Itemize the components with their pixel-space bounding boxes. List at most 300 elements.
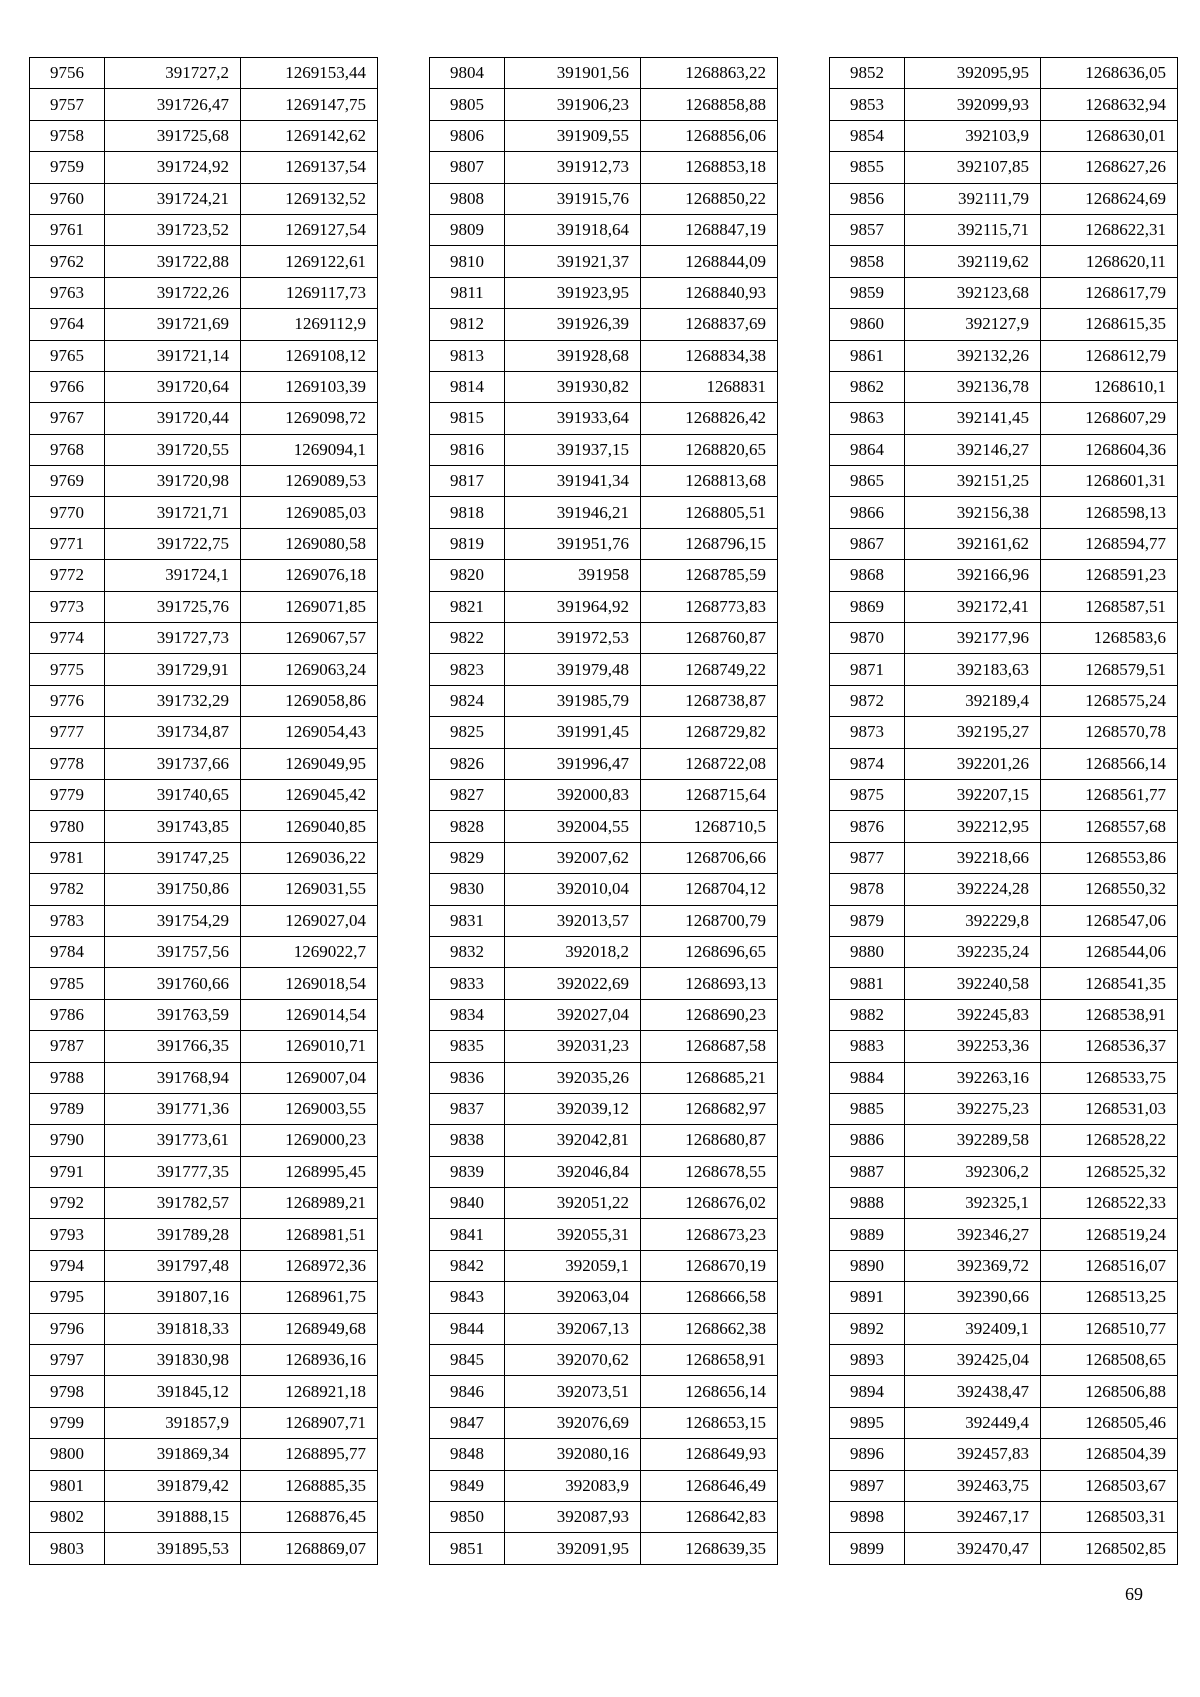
point-number-cell: 9897 <box>830 1470 905 1501</box>
table-row <box>30 497 378 528</box>
table-row <box>30 717 378 748</box>
x-coordinate-cell: 392027,04 <box>505 999 641 1030</box>
y-coordinate-cell: 1268658,91 <box>641 1345 778 1376</box>
table-row <box>430 874 778 905</box>
table-row <box>830 905 1178 936</box>
y-coordinate-cell: 1268649,93 <box>641 1439 778 1470</box>
point-number-cell: 9797 <box>30 1345 105 1376</box>
table-row <box>430 1345 778 1376</box>
table-row <box>430 1156 778 1187</box>
x-coordinate-cell: 391757,56 <box>105 936 241 967</box>
x-coordinate-cell: 391797,48 <box>105 1250 241 1281</box>
x-coordinate-cell: 392275,23 <box>905 1093 1041 1124</box>
page-number: 69 <box>1125 1584 1143 1604</box>
y-coordinate-cell: 1268506,88 <box>1041 1376 1178 1407</box>
x-coordinate-cell: 392212,95 <box>905 811 1041 842</box>
point-number-cell: 9884 <box>830 1062 905 1093</box>
point-number-cell: 9768 <box>30 434 105 465</box>
point-number-cell: 9765 <box>30 340 105 371</box>
point-number-cell: 9833 <box>430 968 505 999</box>
x-coordinate-cell: 391720,64 <box>105 371 241 402</box>
point-number-cell: 9792 <box>30 1188 105 1219</box>
x-coordinate-cell: 391941,34 <box>505 466 641 497</box>
point-number-cell: 9891 <box>830 1282 905 1313</box>
point-number-cell: 9876 <box>830 811 905 842</box>
table-row <box>30 1501 378 1532</box>
y-coordinate-cell: 1269000,23 <box>241 1125 378 1156</box>
y-coordinate-cell: 1268676,02 <box>641 1188 778 1219</box>
y-coordinate-cell: 1268583,6 <box>1041 623 1178 654</box>
table-row <box>830 1345 1178 1376</box>
x-coordinate-cell: 391933,64 <box>505 403 641 434</box>
x-coordinate-cell: 392000,83 <box>505 779 641 810</box>
x-coordinate-cell: 391869,34 <box>105 1439 241 1470</box>
point-number-cell: 9800 <box>30 1439 105 1470</box>
y-coordinate-cell: 1268936,16 <box>241 1345 378 1376</box>
point-number-cell: 9783 <box>30 905 105 936</box>
y-coordinate-cell: 1269147,75 <box>241 89 378 120</box>
table-row <box>30 120 378 151</box>
x-coordinate-cell: 392463,75 <box>905 1470 1041 1501</box>
table-row <box>430 1439 778 1470</box>
table-row <box>430 1219 778 1250</box>
y-coordinate-cell: 1268773,83 <box>641 591 778 622</box>
table-row <box>830 1062 1178 1093</box>
table-row <box>30 246 378 277</box>
table-row <box>830 811 1178 842</box>
x-coordinate-cell: 392018,2 <box>505 936 641 967</box>
x-coordinate-cell: 391996,47 <box>505 748 641 779</box>
table-row <box>830 1156 1178 1187</box>
y-coordinate-cell: 1268722,08 <box>641 748 778 779</box>
point-number-cell: 9893 <box>830 1345 905 1376</box>
y-coordinate-cell: 1269103,39 <box>241 371 378 402</box>
table-row <box>430 528 778 559</box>
table-row <box>830 685 1178 716</box>
y-coordinate-cell: 1269063,24 <box>241 654 378 685</box>
y-coordinate-cell: 1268656,14 <box>641 1376 778 1407</box>
y-coordinate-cell: 1268538,91 <box>1041 999 1178 1030</box>
table-row <box>30 874 378 905</box>
table-row <box>830 779 1178 810</box>
point-number-cell: 9845 <box>430 1345 505 1376</box>
y-coordinate-cell: 1268525,32 <box>1041 1156 1178 1187</box>
table-row <box>30 1439 378 1470</box>
x-coordinate-cell: 391732,29 <box>105 685 241 716</box>
y-coordinate-cell: 1268749,22 <box>641 654 778 685</box>
point-number-cell: 9801 <box>30 1470 105 1501</box>
point-number-cell: 9869 <box>830 591 905 622</box>
x-coordinate-cell: 392141,45 <box>905 403 1041 434</box>
x-coordinate-cell: 392013,57 <box>505 905 641 936</box>
y-coordinate-cell: 1268541,35 <box>1041 968 1178 999</box>
x-coordinate-cell: 391901,56 <box>505 58 641 89</box>
x-coordinate-cell: 392438,47 <box>905 1376 1041 1407</box>
point-number-cell: 9853 <box>830 89 905 120</box>
point-number-cell: 9816 <box>430 434 505 465</box>
y-coordinate-cell: 1268510,77 <box>1041 1313 1178 1344</box>
table-row <box>430 214 778 245</box>
point-number-cell: 9813 <box>430 340 505 371</box>
point-number-cell: 9776 <box>30 685 105 716</box>
x-coordinate-cell: 391895,53 <box>105 1533 241 1564</box>
point-number-cell: 9856 <box>830 183 905 214</box>
table-row <box>830 623 1178 654</box>
y-coordinate-cell: 1269007,04 <box>241 1062 378 1093</box>
y-coordinate-cell: 1268632,94 <box>1041 89 1178 120</box>
y-coordinate-cell: 1268826,42 <box>641 403 778 434</box>
point-number-cell: 9775 <box>30 654 105 685</box>
y-coordinate-cell: 1268869,07 <box>241 1533 378 1564</box>
y-coordinate-cell: 1268528,22 <box>1041 1125 1178 1156</box>
coordinate-table-3 <box>829 57 1178 1565</box>
x-coordinate-cell: 392007,62 <box>505 842 641 873</box>
x-coordinate-cell: 392189,4 <box>905 685 1041 716</box>
x-coordinate-cell: 391727,2 <box>105 58 241 89</box>
point-number-cell: 9807 <box>430 152 505 183</box>
y-coordinate-cell: 1268760,87 <box>641 623 778 654</box>
point-number-cell: 9896 <box>830 1439 905 1470</box>
x-coordinate-cell: 391724,21 <box>105 183 241 214</box>
point-number-cell: 9798 <box>30 1376 105 1407</box>
y-coordinate-cell: 1268673,23 <box>641 1219 778 1250</box>
y-coordinate-cell: 1268620,11 <box>1041 246 1178 277</box>
x-coordinate-cell: 392063,04 <box>505 1282 641 1313</box>
y-coordinate-cell: 1268895,77 <box>241 1439 378 1470</box>
table-row <box>30 309 378 340</box>
x-coordinate-cell: 392004,55 <box>505 811 641 842</box>
table-row <box>830 968 1178 999</box>
y-coordinate-cell: 1268715,64 <box>641 779 778 810</box>
y-coordinate-cell: 1268678,55 <box>641 1156 778 1187</box>
point-number-cell: 9881 <box>830 968 905 999</box>
point-number-cell: 9826 <box>430 748 505 779</box>
x-coordinate-cell: 391721,71 <box>105 497 241 528</box>
y-coordinate-cell: 1268594,77 <box>1041 528 1178 559</box>
y-coordinate-cell: 1269132,52 <box>241 183 378 214</box>
x-coordinate-cell: 391766,35 <box>105 1031 241 1062</box>
x-coordinate-cell: 391777,35 <box>105 1156 241 1187</box>
y-coordinate-cell: 1268693,13 <box>641 968 778 999</box>
point-number-cell: 9835 <box>430 1031 505 1062</box>
point-number-cell: 9761 <box>30 214 105 245</box>
table-row <box>830 999 1178 1030</box>
y-coordinate-cell: 1268639,35 <box>641 1533 778 1564</box>
y-coordinate-cell: 1268522,33 <box>1041 1188 1178 1219</box>
table-row <box>30 842 378 873</box>
table-row <box>430 1250 778 1281</box>
point-number-cell: 9852 <box>830 58 905 89</box>
x-coordinate-cell: 391721,69 <box>105 309 241 340</box>
point-number-cell: 9814 <box>430 371 505 402</box>
point-number-cell: 9781 <box>30 842 105 873</box>
x-coordinate-cell: 392055,31 <box>505 1219 641 1250</box>
point-number-cell: 9806 <box>430 120 505 151</box>
point-number-cell: 9790 <box>30 1125 105 1156</box>
x-coordinate-cell: 391958 <box>505 560 641 591</box>
x-coordinate-cell: 392306,2 <box>905 1156 1041 1187</box>
point-number-cell: 9809 <box>430 214 505 245</box>
point-number-cell: 9780 <box>30 811 105 842</box>
table-row <box>830 874 1178 905</box>
table-row <box>830 277 1178 308</box>
table-row <box>430 842 778 873</box>
table-row <box>830 120 1178 151</box>
table-row <box>430 466 778 497</box>
x-coordinate-cell: 392070,62 <box>505 1345 641 1376</box>
y-coordinate-cell: 1268615,35 <box>1041 309 1178 340</box>
table-row <box>830 842 1178 873</box>
table-row <box>430 1282 778 1313</box>
point-number-cell: 9804 <box>430 58 505 89</box>
point-number-cell: 9762 <box>30 246 105 277</box>
x-coordinate-cell: 392107,85 <box>905 152 1041 183</box>
x-coordinate-cell: 391818,33 <box>105 1313 241 1344</box>
y-coordinate-cell: 1269027,04 <box>241 905 378 936</box>
point-number-cell: 9862 <box>830 371 905 402</box>
table-row <box>430 591 778 622</box>
point-number-cell: 9784 <box>30 936 105 967</box>
y-coordinate-cell: 1268627,26 <box>1041 152 1178 183</box>
y-coordinate-cell: 1268570,78 <box>1041 717 1178 748</box>
table-row <box>30 1345 378 1376</box>
point-number-cell: 9841 <box>430 1219 505 1250</box>
table-row <box>30 1093 378 1124</box>
table-row <box>30 1031 378 1062</box>
x-coordinate-cell: 392010,04 <box>505 874 641 905</box>
x-coordinate-cell: 391754,29 <box>105 905 241 936</box>
y-coordinate-cell: 1268907,71 <box>241 1407 378 1438</box>
point-number-cell: 9824 <box>430 685 505 716</box>
point-number-cell: 9872 <box>830 685 905 716</box>
y-coordinate-cell: 1268738,87 <box>641 685 778 716</box>
point-number-cell: 9821 <box>430 591 505 622</box>
y-coordinate-cell: 1268696,65 <box>641 936 778 967</box>
y-coordinate-cell: 1268856,06 <box>641 120 778 151</box>
point-number-cell: 9890 <box>830 1250 905 1281</box>
point-number-cell: 9866 <box>830 497 905 528</box>
point-number-cell: 9836 <box>430 1062 505 1093</box>
x-coordinate-cell: 391912,73 <box>505 152 641 183</box>
table-row <box>830 1125 1178 1156</box>
y-coordinate-cell: 1268921,18 <box>241 1376 378 1407</box>
point-number-cell: 9793 <box>30 1219 105 1250</box>
table-row <box>430 58 778 89</box>
point-number-cell: 9802 <box>30 1501 105 1532</box>
table-row <box>430 560 778 591</box>
x-coordinate-cell: 392127,9 <box>905 309 1041 340</box>
table-row <box>430 1125 778 1156</box>
x-coordinate-cell: 391721,14 <box>105 340 241 371</box>
table-row <box>30 1313 378 1344</box>
table-row <box>830 183 1178 214</box>
y-coordinate-cell: 1268844,09 <box>641 246 778 277</box>
point-number-cell: 9849 <box>430 1470 505 1501</box>
point-number-cell: 9858 <box>830 246 905 277</box>
x-coordinate-cell: 392119,62 <box>905 246 1041 277</box>
point-number-cell: 9887 <box>830 1156 905 1187</box>
table-row <box>30 1156 378 1187</box>
y-coordinate-cell: 1269071,85 <box>241 591 378 622</box>
table-row <box>30 183 378 214</box>
table-row <box>430 371 778 402</box>
point-number-cell: 9842 <box>430 1250 505 1281</box>
point-number-cell: 9873 <box>830 717 905 748</box>
x-coordinate-cell: 391771,36 <box>105 1093 241 1124</box>
table-row <box>430 1407 778 1438</box>
point-number-cell: 9796 <box>30 1313 105 1344</box>
table-row <box>430 1031 778 1062</box>
x-coordinate-cell: 392156,38 <box>905 497 1041 528</box>
y-coordinate-cell: 1268690,23 <box>641 999 778 1030</box>
x-coordinate-cell: 391722,88 <box>105 246 241 277</box>
x-coordinate-cell: 391768,94 <box>105 1062 241 1093</box>
point-number-cell: 9880 <box>830 936 905 967</box>
point-number-cell: 9834 <box>430 999 505 1030</box>
point-number-cell: 9851 <box>430 1533 505 1564</box>
point-number-cell: 9863 <box>830 403 905 434</box>
x-coordinate-cell: 392115,71 <box>905 214 1041 245</box>
x-coordinate-cell: 391906,23 <box>505 89 641 120</box>
point-number-cell: 9815 <box>430 403 505 434</box>
point-number-cell: 9795 <box>30 1282 105 1313</box>
table-row <box>430 183 778 214</box>
y-coordinate-cell: 1269031,55 <box>241 874 378 905</box>
table-row <box>830 717 1178 748</box>
table-row <box>830 1313 1178 1344</box>
x-coordinate-cell: 392201,26 <box>905 748 1041 779</box>
point-number-cell: 9766 <box>30 371 105 402</box>
y-coordinate-cell: 1268503,31 <box>1041 1501 1178 1532</box>
y-coordinate-cell: 1268607,29 <box>1041 403 1178 434</box>
y-coordinate-cell: 1268682,97 <box>641 1093 778 1124</box>
x-coordinate-cell: 392390,66 <box>905 1282 1041 1313</box>
table-row <box>830 89 1178 120</box>
table-row <box>30 654 378 685</box>
y-coordinate-cell: 1268853,18 <box>641 152 778 183</box>
y-coordinate-cell: 1268837,69 <box>641 309 778 340</box>
table-row <box>430 1093 778 1124</box>
x-coordinate-cell: 392409,1 <box>905 1313 1041 1344</box>
table-row <box>430 748 778 779</box>
point-number-cell: 9867 <box>830 528 905 559</box>
point-number-cell: 9794 <box>30 1250 105 1281</box>
table-row <box>30 214 378 245</box>
x-coordinate-cell: 391928,68 <box>505 340 641 371</box>
point-number-cell: 9777 <box>30 717 105 748</box>
x-coordinate-cell: 391723,52 <box>105 214 241 245</box>
point-number-cell: 9843 <box>430 1282 505 1313</box>
y-coordinate-cell: 1268516,07 <box>1041 1250 1178 1281</box>
table-row <box>30 1062 378 1093</box>
x-coordinate-cell: 391737,66 <box>105 748 241 779</box>
y-coordinate-cell: 1268961,75 <box>241 1282 378 1313</box>
y-coordinate-cell: 1268502,85 <box>1041 1533 1178 1564</box>
table-row <box>30 528 378 559</box>
table-row <box>30 968 378 999</box>
table-row <box>30 748 378 779</box>
point-number-cell: 9773 <box>30 591 105 622</box>
point-number-cell: 9822 <box>430 623 505 654</box>
y-coordinate-cell: 1268519,24 <box>1041 1219 1178 1250</box>
y-coordinate-cell: 1268508,65 <box>1041 1345 1178 1376</box>
point-number-cell: 9865 <box>830 466 905 497</box>
x-coordinate-cell: 391740,65 <box>105 779 241 810</box>
x-coordinate-cell: 392132,26 <box>905 340 1041 371</box>
y-coordinate-cell: 1268601,31 <box>1041 466 1178 497</box>
y-coordinate-cell: 1268876,45 <box>241 1501 378 1532</box>
point-number-cell: 9805 <box>430 89 505 120</box>
point-number-cell: 9875 <box>830 779 905 810</box>
point-number-cell: 9789 <box>30 1093 105 1124</box>
x-coordinate-cell: 392172,41 <box>905 591 1041 622</box>
table-row <box>830 152 1178 183</box>
table-row <box>30 779 378 810</box>
y-coordinate-cell: 1269098,72 <box>241 403 378 434</box>
point-number-cell: 9782 <box>30 874 105 905</box>
x-coordinate-cell: 391879,42 <box>105 1470 241 1501</box>
x-coordinate-cell: 392449,4 <box>905 1407 1041 1438</box>
x-coordinate-cell: 391857,9 <box>105 1407 241 1438</box>
x-coordinate-cell: 391972,53 <box>505 623 641 654</box>
point-number-cell: 9871 <box>830 654 905 685</box>
point-number-cell: 9837 <box>430 1093 505 1124</box>
point-number-cell: 9877 <box>830 842 905 873</box>
x-coordinate-cell: 391722,75 <box>105 528 241 559</box>
point-number-cell: 9894 <box>830 1376 905 1407</box>
table-row <box>430 905 778 936</box>
y-coordinate-cell: 1269094,1 <box>241 434 378 465</box>
y-coordinate-cell: 1268630,01 <box>1041 120 1178 151</box>
table-row <box>830 1501 1178 1532</box>
point-number-cell: 9811 <box>430 277 505 308</box>
table-row <box>830 309 1178 340</box>
table-row <box>830 1250 1178 1281</box>
table-row <box>30 811 378 842</box>
x-coordinate-cell: 391789,28 <box>105 1219 241 1250</box>
point-number-cell: 9820 <box>430 560 505 591</box>
table-row <box>430 403 778 434</box>
y-coordinate-cell: 1268785,59 <box>641 560 778 591</box>
y-coordinate-cell: 1268805,51 <box>641 497 778 528</box>
point-number-cell: 9838 <box>430 1125 505 1156</box>
y-coordinate-cell: 1268847,19 <box>641 214 778 245</box>
y-coordinate-cell: 1268636,05 <box>1041 58 1178 89</box>
table-row <box>830 1031 1178 1062</box>
table-row <box>30 277 378 308</box>
point-number-cell: 9829 <box>430 842 505 873</box>
y-coordinate-cell: 1268561,77 <box>1041 779 1178 810</box>
point-number-cell: 9855 <box>830 152 905 183</box>
y-coordinate-cell: 1269058,86 <box>241 685 378 716</box>
table-row <box>830 466 1178 497</box>
y-coordinate-cell: 1268536,37 <box>1041 1031 1178 1062</box>
y-coordinate-cell: 1268557,68 <box>1041 811 1178 842</box>
point-number-cell: 9823 <box>430 654 505 685</box>
table-row <box>830 214 1178 245</box>
y-coordinate-cell: 1268840,93 <box>641 277 778 308</box>
point-number-cell: 9886 <box>830 1125 905 1156</box>
point-number-cell: 9787 <box>30 1031 105 1062</box>
y-coordinate-cell: 1269018,54 <box>241 968 378 999</box>
y-coordinate-cell: 1268653,15 <box>641 1407 778 1438</box>
point-number-cell: 9883 <box>830 1031 905 1062</box>
point-number-cell: 9846 <box>430 1376 505 1407</box>
x-coordinate-cell: 392224,28 <box>905 874 1041 905</box>
table-row <box>830 1533 1178 1564</box>
x-coordinate-cell: 392083,9 <box>505 1470 641 1501</box>
y-coordinate-cell: 1269137,54 <box>241 152 378 183</box>
